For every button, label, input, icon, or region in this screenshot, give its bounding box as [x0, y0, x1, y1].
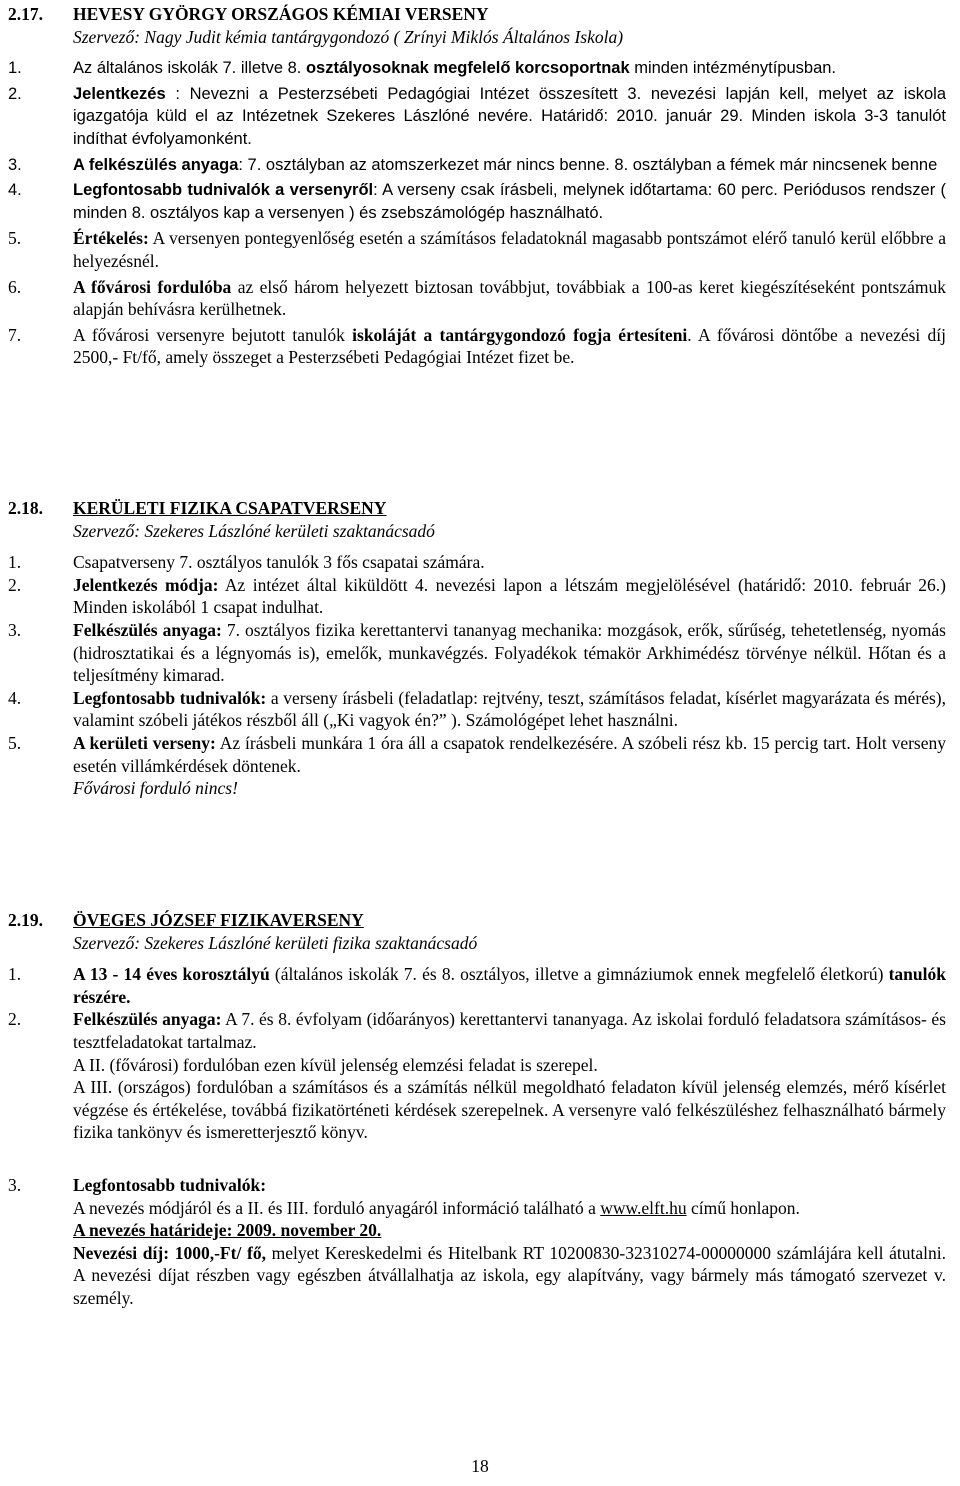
- organizer: Szervező: Szekeres Lászlóné kerületi szaktanácsadó: [73, 520, 435, 541]
- list-item: 2. Felkészülés anyaga: A 7. és 8. évfolyam (időarányos) kerettantervi tananyaga. Az iskolai forduló feladatsora számításos- és tesztfeladatokat tartalmaz.: [8, 1009, 946, 1052]
- section-heading: [8, 3, 946, 26]
- section-title: HEVESY GYÖRGY ORSZÁGOS KÉMIAI VERSENY: [73, 4, 489, 24]
- list-item: 4. Legfontosabb tudnivalók: a verseny írásbeli (feladatlap: rejtvény, teszt, számításos feladat, kísérlet magyarázata és mérés), valamint szóbeli játékos részből áll („Ki vagyok én?” ). Számológépet lehet használni.: [8, 687, 947, 731]
- section-heading: [8, 497, 946, 520]
- section-2-19: [8, 909, 946, 1310]
- list-item: 2. Jelentkezés : Nevezni a Pesterzsébeti Pedagógiai Intézet összesített 3. nevezési lapján kell, melyet az iskola igazgatója küld el az Intézetnek Szekeres Lászlóné nevére. Határidő: 2010. január 29. Minden iskola 3-3 tanulót indíthat évfolyamonként.: [8, 84, 946, 148]
- list-item: 1. Csapatverseny 7. osztályos tanulók 3 fős csapatai számára.: [8, 552, 485, 573]
- paragraph: Nevezési díj: 1000,-Ft/ fő, melyet Kereskedelmi és Hitelbank RT 10200830-32310274-00000000 számlájára kell átutalni. A nevezési díjat részben vagy egészben átvállalhatja az iskola, egy alapítvány, vagy bármely más támogató szervezet v. személy.: [73, 1242, 946, 1308]
- list-item: 1. Az általános iskolák 7. illetve 8. osztályosoknak megfelelő korcsoportnak minden intézménytípusban.: [8, 59, 837, 78]
- list-item: 7. A fővárosi versenyre bejutott tanulók iskoláját a tantárgygondozó fogja értesíteni. A fővárosi döntőbe a nevezési díj 2500,- Ft/fő, amely összeget a Pesterzsébeti Pedagógiai Intézet fizet be.: [8, 324, 946, 368]
- page-number: 18: [471, 1456, 489, 1476]
- list-item: 5. Értékelés: A versenyen pontegyenlőség esetén a számításos feladatoknál magasabb pontszámot elérő tanuló kerül előbbre a helyezésnél.: [8, 228, 946, 271]
- deadline: A nevezés határideje: 2009. november 20.: [73, 1220, 382, 1241]
- list-item: 3. Felkészülés anyaga: 7. osztályos fizika kerettantervi tananyag mechanika: mozgások, erők, sűrűség, tehetetlenség, nyomás (hidrosztatikai és a légnyomás is), emelők, munkavégzés. Folyadékok témakör Arkhimédész törvénye nélkül. Hőtan és a teljesítmény kimarad.: [8, 619, 946, 686]
- note: Fővárosi forduló nincs!: [73, 778, 238, 799]
- section-title: ÖVEGES JÓZSEF FIZIKAVERSENY: [73, 910, 364, 930]
- section-2-17: [8, 3, 946, 369]
- list-item: 2. Jelentkezés módja: Az intézet által kiküldött 4. nevezési lapon a létszám megjelölésével (határidő: 2010. február 26.) Minden iskolából 1 csapat indulhat.: [8, 574, 946, 618]
- organizer: Szervező: Szekeres Lászlóné kerületi fizika szaktanácsadó: [73, 932, 478, 953]
- paragraph: A nevezés módjáról és a II. és III. forduló anyagáról információ található a www.elft.hu című honlapon.: [73, 1197, 800, 1218]
- section-number: 2.18.: [8, 498, 43, 518]
- section-number: 2.17.: [8, 4, 43, 24]
- list-item: 1. A 13 - 14 éves korosztályú (általános iskolák 7. és 8. osztályos, illetve a gimnáziumok ennek megfelelő életkorú) tanulók részére.: [8, 964, 946, 1007]
- list-item: 6. A fővárosi fordulóba az első három helyezett biztosan továbbjut, továbbiak a 100-as keret kiegészítéseként pontszámuk alapján behívásra kerülhetnek.: [8, 276, 946, 320]
- paragraph: A III. (országos) fordulóban a számításos és a számítás nélkül megoldható feladaton kívül jelenség elemzés, mérő kísérlet végzése és értékelése, továbbá fizikatörténeti kérdések szerepelnek. A versenyre való felkészüléshez felhasználható bármely fizika tankönyv és ismeretterjesztő könyv.: [73, 1077, 946, 1143]
- section-2-18: [8, 497, 946, 800]
- paragraph: A II. (fővárosi) fordulóban ezen kívül jelenség elemzési feladat is szerepel.: [73, 1054, 598, 1075]
- website-link[interactable]: www.elft.hu: [600, 1197, 687, 1218]
- organizer: Szervező: Nagy Judit kémia tantárgygondozó ( Zrínyi Miklós Általános Iskola): [73, 26, 624, 47]
- list-item: 3. A felkészülés anyaga: 7. osztályban az atomszerkezet már nincs benne. 8. osztályban a fémek már nincsenek benne: [8, 155, 938, 174]
- section-heading: [8, 909, 946, 932]
- section-number: 2.19.: [8, 910, 43, 930]
- section-title: KERÜLETI FIZIKA CSAPATVERSENY: [73, 498, 387, 518]
- list-item: 5. A kerületi verseny: Az írásbeli munkára 1 óra áll a csapatok rendelkezésére. A szóbeli rész kb. 15 percig tart. Holt verseny esetén villámkérdések döntenek. Fővárosi forduló nincs!: [8, 732, 946, 799]
- list-item: 4. Legfontosabb tudnivalók a versenyről: A verseny csak írásbeli, melynek időtartama: 60 perc. Periódusos rendszer ( minden 8. osztályos kap a versenyen ) és zsebszámológép használható.: [8, 181, 946, 222]
- list-item: 3. Legfontosabb tudnivalók:: [8, 1174, 267, 1195]
